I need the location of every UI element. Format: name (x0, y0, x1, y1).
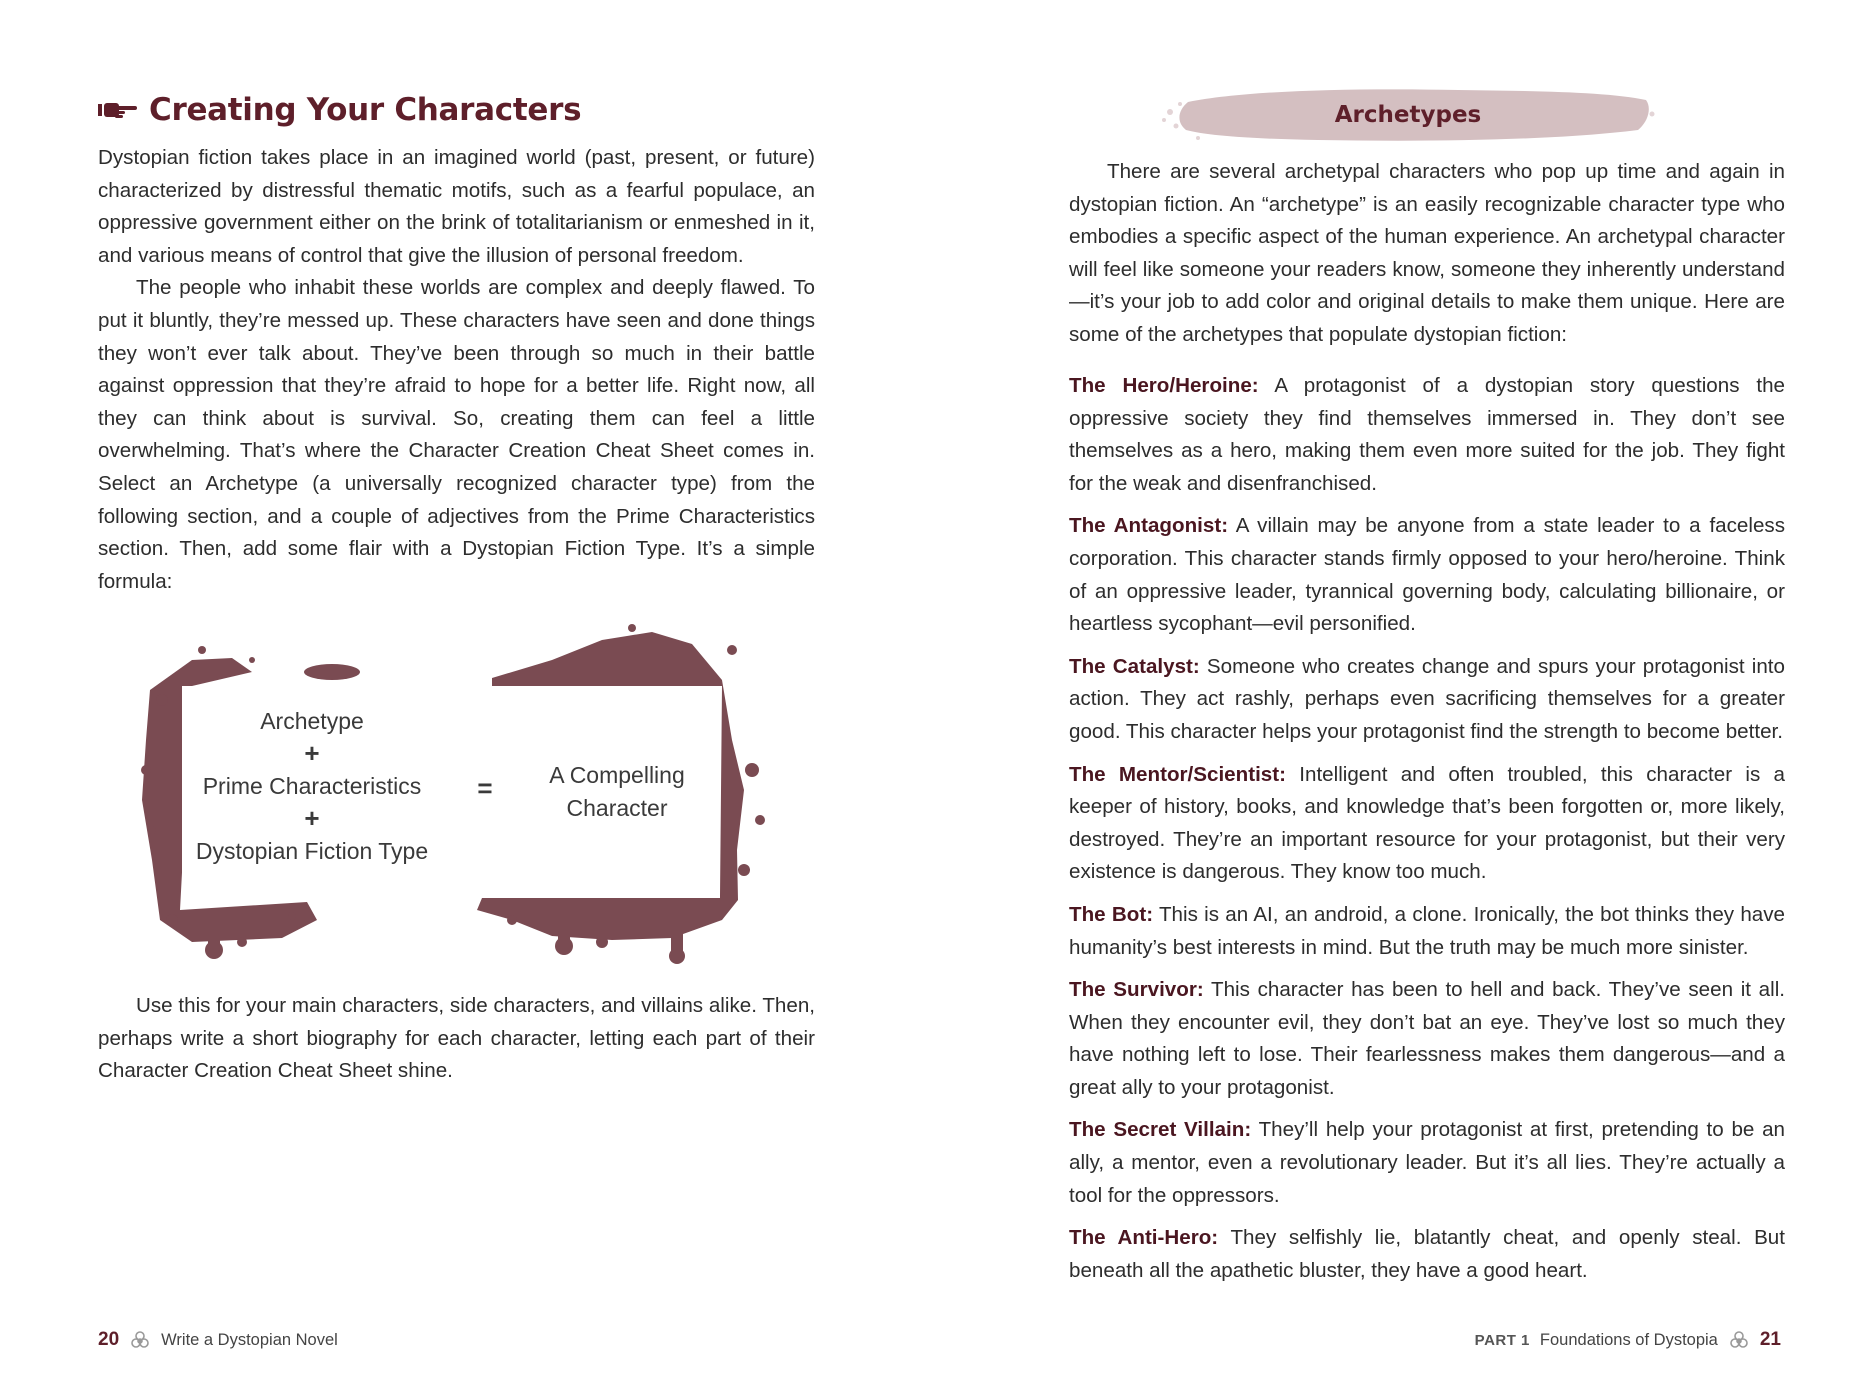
intro-block (98, 142, 815, 598)
paragraph-1: Dystopian fiction takes place in an imagined world (past, present, or future) characterized by distressful thematic motifs, such as a fearful populace, an oppressive government either on the brink of totalitarianism or enmeshed in it, and various means of control that give the illusion of personal freedom. (98, 146, 815, 267)
archetype-term: The Catalyst: (1069, 654, 1200, 678)
archetype-term: The Anti-Hero: (1069, 1226, 1219, 1250)
part-label: PART 1 (1474, 1331, 1530, 1349)
archetype-term: The Antagonist: (1069, 514, 1229, 538)
plus-sign: + (304, 803, 320, 833)
pointing-hand-icon (97, 98, 139, 122)
archetype-description: This character has been to hell and back. They’ve seen it all. When they encounter evil, they don’t bat an eye. They’ve lost so much they have nothing left to lose. Their fearlessness makes them dangerous—and a great ally to your protagonist. (1069, 978, 1785, 1099)
archetype-description: Someone who creates change and spurs your protagonist into action. They act rashly, perhaps even sacrificing themselves for a greater good. This character helps your protagonist find the strength to become better. (1069, 654, 1785, 743)
archetype-term: The Mentor/Scientist: (1069, 762, 1286, 786)
page-number: 21 (1759, 1329, 1781, 1350)
archetypes-banner (1158, 82, 1658, 148)
biohazard-icon (129, 1329, 151, 1351)
archetypes-intro (1069, 156, 1785, 352)
section-heading (97, 92, 581, 128)
list-item (1069, 370, 1785, 500)
right-page (933, 0, 1866, 1400)
page-title: Creating Your Characters (149, 92, 582, 128)
formula-archetype: Archetype (260, 708, 364, 734)
biohazard-icon (1728, 1329, 1750, 1351)
archetype-term: The Secret Villain: (1069, 1118, 1252, 1142)
section-title: Foundations of Dystopia (1539, 1330, 1718, 1349)
paragraph-2: The people who inhabit these worlds are complex and deeply flawed. To put it bluntly, they’re messed up. These characters have seen and done things they won’t ever talk about. They’ve been through so much in their battle against oppression that they’re afraid to hope for a better life. Right now, all they can think about is survival. So, creating them can feel a little overwhelming. That’s where the Character Creation Cheat Sheet comes in. Select an Archetype (a universally recognized character type) from the following section, and a couple of adjectives from the Prime Characteristics section. Then, add some flair with a Dystopian Fiction Type. It’s a simple formula: (98, 276, 815, 593)
formula-result-line-2: Character (566, 795, 668, 821)
intro-paragraph: There are several archetypal characters who pop up time and again in dystopian fiction. An “archetype” is an easily recognizable character type who embodies a specific aspect of the human experience. An archetypal character will feel like someone your readers know, someone they inherently understand—it’s your job to add color and original details to make them unique. Here are some of the archetypes that populate dystopian fiction: (1069, 160, 1785, 346)
archetype-term: The Bot: (1069, 902, 1154, 926)
banner-title: Archetypes (1334, 102, 1482, 128)
list-item (1069, 510, 1785, 640)
archetype-description: They’ll help your protagonist at first, pretending to be an ally, a mentor, even a revolutionary leader. But it’s all lies. They’re actually a tool for the oppressors. (1069, 1118, 1785, 1207)
list-item (1069, 1114, 1785, 1212)
archetype-description: Intelligent and often troubled, this character is a keeper of history, books, and knowledge that’s been forgotten or, more likely, destroyed. They’re an important resource for your protagonist, but their very existence is dangerous. They know too much. (1069, 762, 1785, 884)
equals-sign: = (477, 773, 493, 803)
closing-block (98, 990, 815, 1088)
archetype-description: A protagonist of a dystopian story questions the oppressive society they find themselves immersed in. They don’t see themselves as a hero, making them even more suited for the job. They fight for the weak and disenfranchised. (1069, 374, 1785, 495)
archetype-term: The Hero/Heroine: (1069, 374, 1259, 397)
right-footer (1475, 1329, 1781, 1351)
paragraph-3: Use this for your main characters, side characters, and villains alike. Then, perhaps write a short biography for each character, letting each part of their Character Creation Cheat Sheet shine. (98, 994, 815, 1083)
list-item (1069, 759, 1785, 889)
formula-dystopian-fiction-type: Dystopian Fiction Type (195, 838, 429, 864)
character-formula (132, 620, 772, 970)
formula-result-line-1: A Compelling (549, 762, 685, 788)
list-item (1069, 1222, 1785, 1287)
formula-prime-characteristics: Prime Characteristics (202, 773, 422, 799)
list-item (1069, 651, 1785, 749)
list-item (1069, 899, 1785, 964)
archetype-description: They selfishly lie, blatantly cheat, and openly steal. But beneath all the apathetic bluster, they have a good heart. (1069, 1226, 1785, 1282)
list-item (1069, 974, 1785, 1104)
archetype-list (1069, 370, 1785, 1297)
left-footer (98, 1329, 338, 1351)
book-title: Write a Dystopian Novel (161, 1330, 338, 1349)
page-number: 20 (98, 1329, 120, 1350)
archetype-description: A villain may be anyone from a state leader to a faceless corporation. This character stands firmly opposed to your hero/heroine. Think of an oppressive leader, tyrannical governing body, calculating billionaire, or heartless sycophant—evil personified. (1069, 514, 1785, 636)
archetype-term: The Survivor: (1069, 978, 1204, 1002)
archetype-description: This is an AI, an android, a clone. Ironically, the bot thinks they have humanity’s best interests in mind. But the truth may be much more sinister. (1069, 902, 1785, 959)
plus-sign: + (304, 738, 320, 768)
